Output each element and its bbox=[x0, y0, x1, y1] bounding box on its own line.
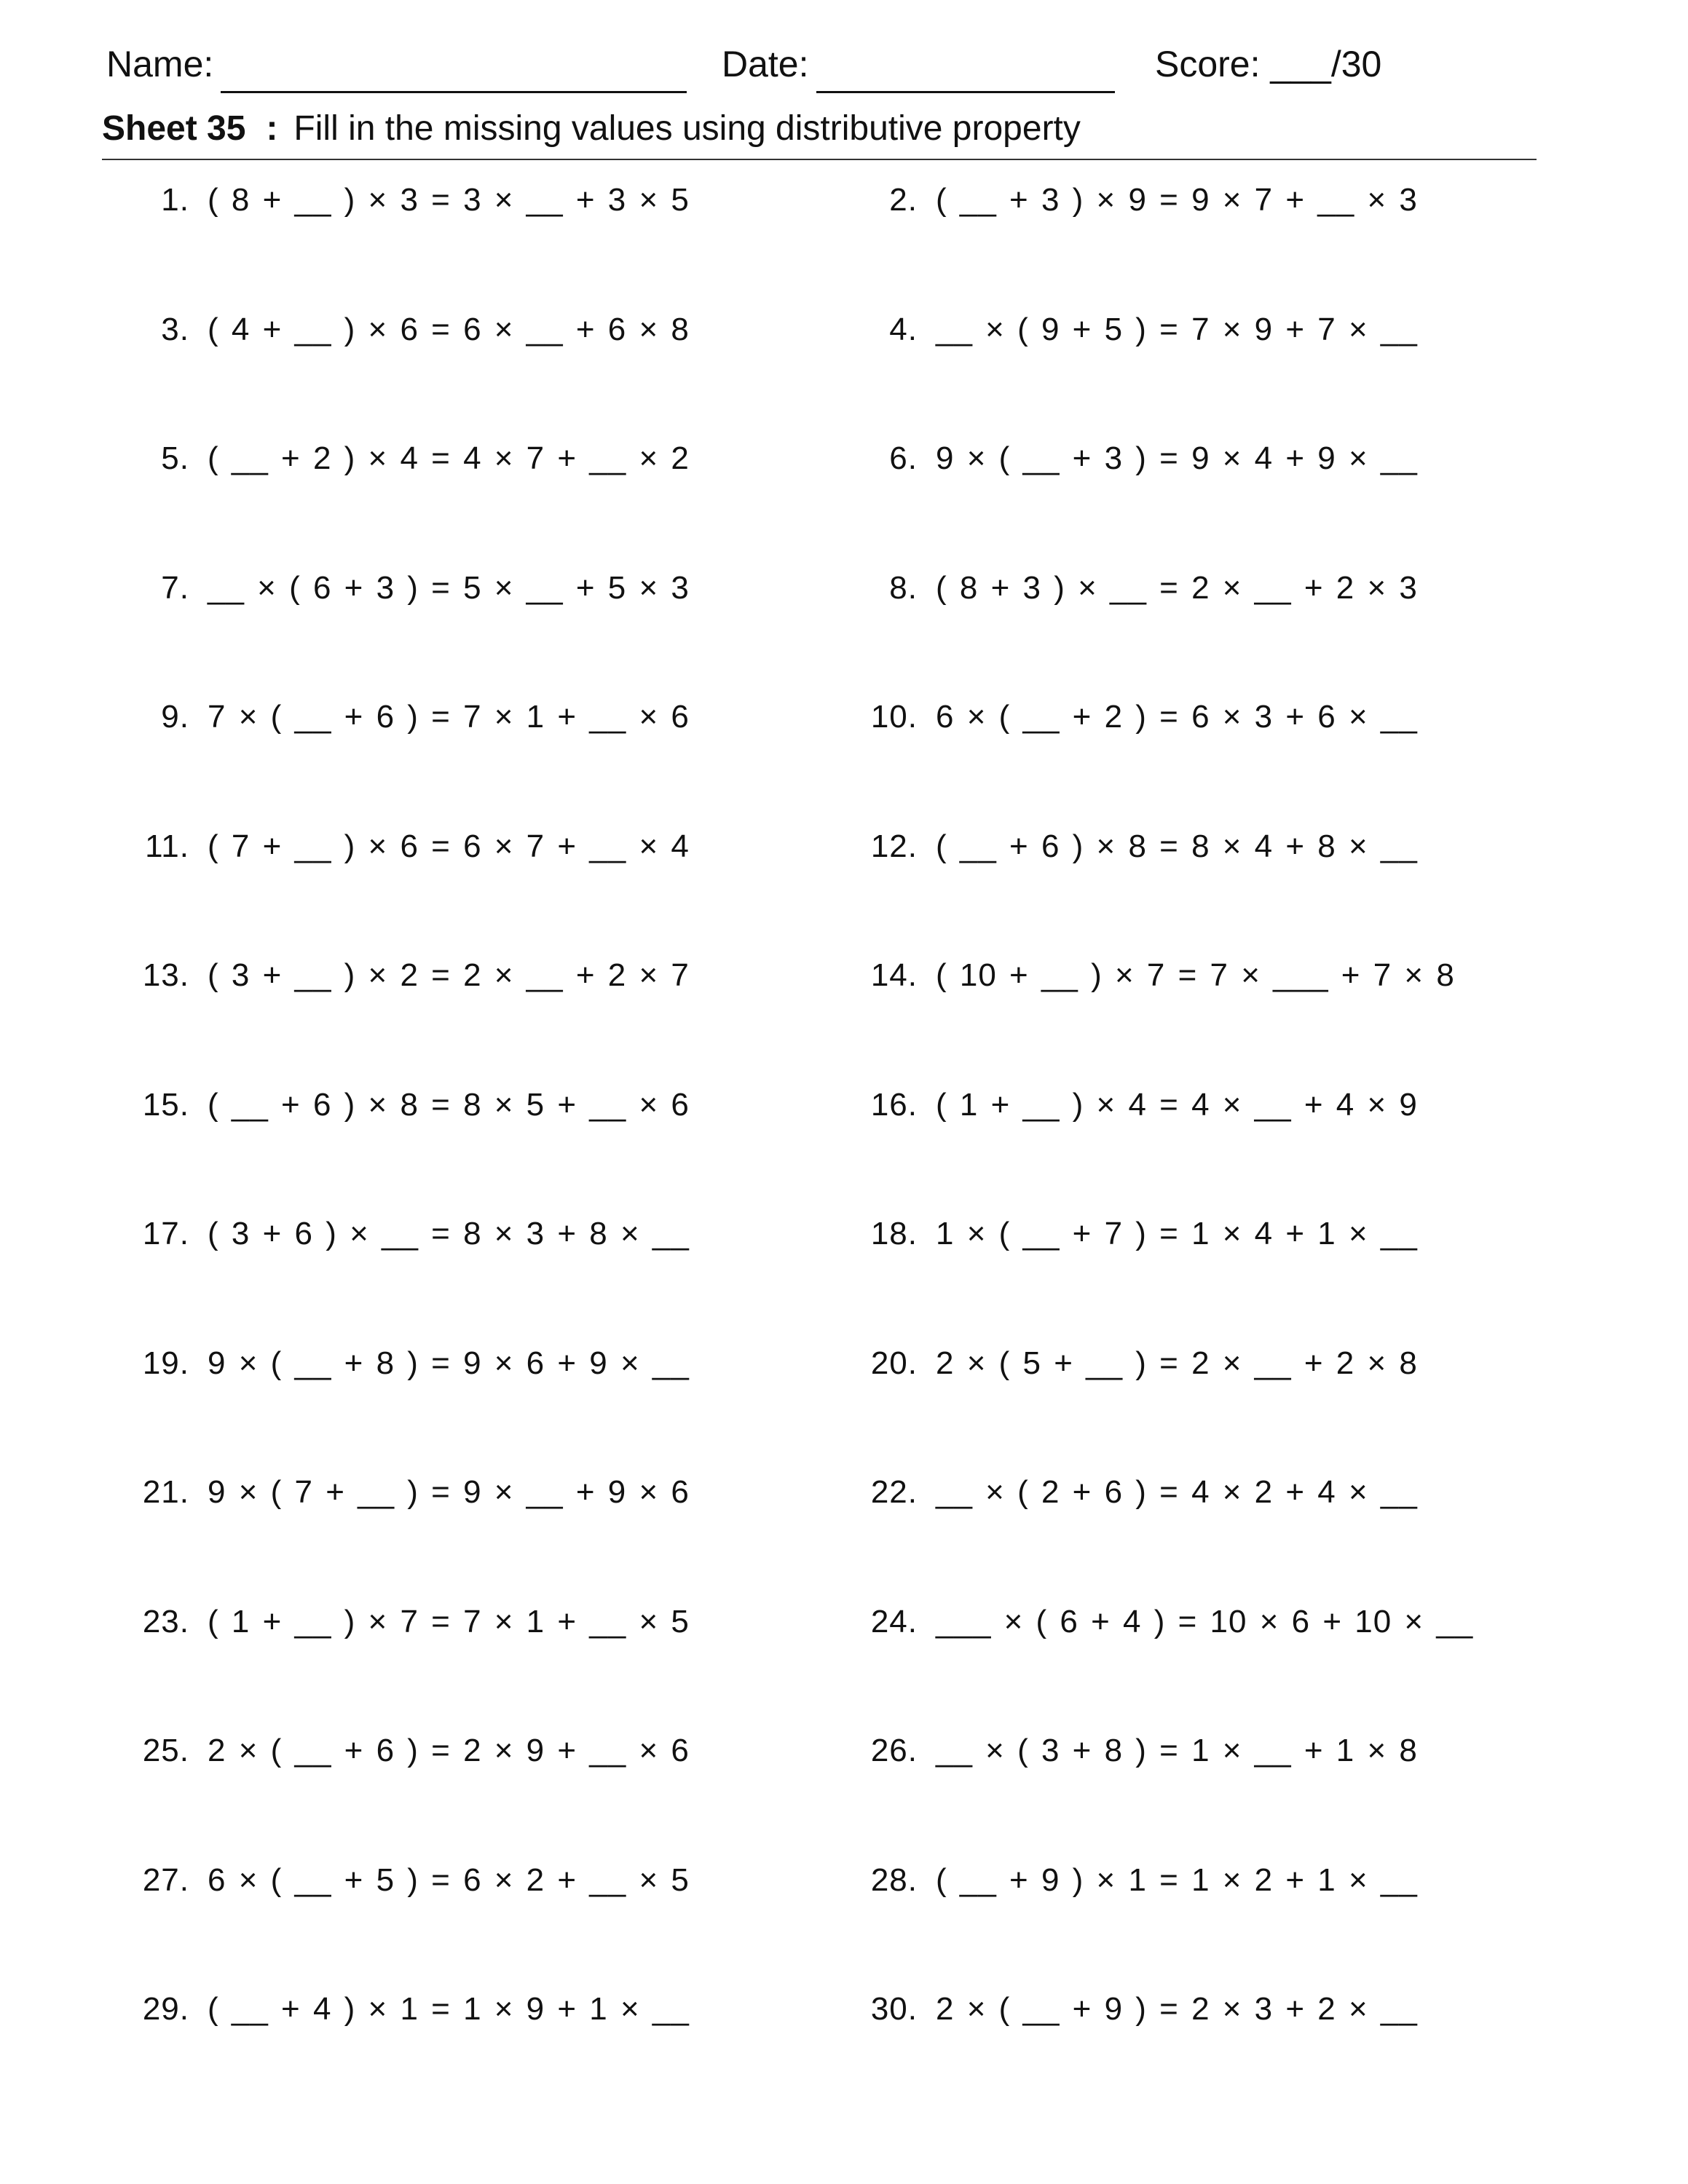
problem-item bbox=[852, 1080, 1551, 1131]
problem-expression[interactable]: 2 × ( __ + 6 ) = 2 × 9 + __ × 6 bbox=[208, 1733, 690, 1768]
problem-expression[interactable]: __ × ( 2 + 6 ) = 4 × 2 + 4 × __ bbox=[936, 1474, 1418, 1510]
problem-expression[interactable]: __ × ( 3 + 8 ) = 1 × __ + 1 × 8 bbox=[936, 1733, 1418, 1768]
problem-expression[interactable]: ( 4 + __ ) × 6 = 6 × __ + 6 × 8 bbox=[208, 311, 690, 347]
problem-expression[interactable]: 9 × ( 7 + __ ) = 9 × __ + 9 × 6 bbox=[208, 1474, 690, 1510]
problem-item bbox=[852, 1855, 1551, 1906]
problem-item bbox=[852, 1597, 1551, 1647]
problem-item bbox=[124, 1080, 823, 1131]
problem-item bbox=[124, 692, 823, 743]
problem-expression[interactable]: ( __ + 3 ) × 9 = 9 × 7 + __ × 3 bbox=[936, 182, 1418, 218]
problem-expression[interactable]: __ × ( 9 + 5 ) = 7 × 9 + 7 × __ bbox=[936, 311, 1418, 347]
problem-item bbox=[852, 821, 1551, 872]
problem-item bbox=[852, 950, 1551, 1001]
problem-item bbox=[852, 1467, 1551, 1518]
problem-item bbox=[124, 1208, 823, 1259]
problem-expression[interactable]: 2 × ( __ + 9 ) = 2 × 3 + 2 × __ bbox=[936, 1991, 1418, 2027]
problem-expression[interactable]: ( 7 + __ ) × 6 = 6 × 7 + __ × 4 bbox=[208, 828, 690, 864]
problem-expression[interactable]: ( __ + 6 ) × 8 = 8 × 4 + 8 × __ bbox=[936, 828, 1418, 864]
problem-number: 21. bbox=[142, 1474, 189, 1510]
problem-expression[interactable]: 7 × ( __ + 6 ) = 7 × 1 + __ × 6 bbox=[208, 699, 690, 735]
problem-item bbox=[124, 1338, 823, 1389]
problem-item bbox=[124, 433, 823, 484]
sheet-number: Sheet 35 bbox=[102, 109, 246, 148]
problem-number: 28. bbox=[870, 1861, 918, 1898]
name-label: Name: bbox=[106, 44, 214, 84]
problem-item bbox=[124, 1984, 823, 2035]
problem-expression[interactable]: 6 × ( __ + 2 ) = 6 × 3 + 6 × __ bbox=[936, 699, 1418, 735]
problem-number: 26. bbox=[870, 1733, 918, 1768]
problem-expression[interactable]: ( 10 + __ ) × 7 = 7 × ___ + 7 × 8 bbox=[936, 957, 1455, 993]
problem-number: 25. bbox=[142, 1733, 189, 1768]
problem-number: 14. bbox=[870, 957, 918, 993]
problem-item bbox=[124, 563, 823, 614]
score-label: Score: ___/30 bbox=[1155, 44, 1382, 84]
problem-expression[interactable]: ( 1 + __ ) × 7 = 7 × 1 + __ × 5 bbox=[208, 1603, 690, 1639]
problem-expression[interactable]: 1 × ( __ + 7 ) = 1 × 4 + 1 × __ bbox=[936, 1216, 1418, 1251]
problem-expression[interactable]: ( 1 + __ ) × 4 = 4 × __ + 4 × 9 bbox=[936, 1086, 1418, 1123]
problem-number: 15. bbox=[142, 1086, 189, 1123]
problem-item bbox=[124, 1597, 823, 1647]
problem-number: 2. bbox=[889, 182, 918, 218]
problem-number: 3. bbox=[161, 311, 189, 347]
problem-item bbox=[124, 1855, 823, 1906]
problem-number: 13. bbox=[142, 957, 189, 993]
problem-expression[interactable]: ( __ + 9 ) × 1 = 1 × 2 + 1 × __ bbox=[936, 1861, 1418, 1898]
problem-number: 22. bbox=[870, 1474, 918, 1510]
problem-number: 23. bbox=[142, 1603, 189, 1639]
problem-expression[interactable]: ( 3 + 6 ) × __ = 8 × 3 + 8 × __ bbox=[208, 1216, 690, 1251]
problem-item bbox=[124, 950, 823, 1001]
problem-number: 9. bbox=[161, 699, 189, 735]
problem-expression[interactable]: ( 3 + __ ) × 2 = 2 × __ + 2 × 7 bbox=[208, 957, 690, 993]
problem-item bbox=[124, 304, 823, 355]
problem-number: 12. bbox=[870, 828, 918, 864]
problem-expression[interactable]: ( 8 + __ ) × 3 = 3 × __ + 3 × 5 bbox=[208, 182, 690, 218]
problem-number: 8. bbox=[889, 569, 918, 606]
problem-item bbox=[852, 1984, 1551, 2035]
problem-expression[interactable]: ( __ + 4 ) × 1 = 1 × 9 + 1 × __ bbox=[208, 1991, 690, 2027]
problem-number: 10. bbox=[870, 699, 918, 735]
problem-item bbox=[852, 304, 1551, 355]
problem-expression[interactable]: ( __ + 6 ) × 8 = 8 × 5 + __ × 6 bbox=[208, 1086, 690, 1123]
problem-number: 30. bbox=[870, 1991, 918, 2027]
problem-expression[interactable]: 2 × ( 5 + __ ) = 2 × __ + 2 × 8 bbox=[936, 1345, 1418, 1381]
problem-item bbox=[852, 563, 1551, 614]
problem-item bbox=[124, 1725, 823, 1776]
problem-number: 18. bbox=[870, 1216, 918, 1251]
problem-number: 24. bbox=[870, 1603, 918, 1639]
problem-number: 6. bbox=[889, 440, 918, 476]
title-colon: : bbox=[266, 109, 278, 148]
instruction-text: Fill in the missing values using distributive property bbox=[293, 109, 1081, 148]
problem-expression[interactable]: __ × ( 6 + 3 ) = 5 × __ + 5 × 3 bbox=[208, 569, 690, 606]
problem-item bbox=[852, 1208, 1551, 1259]
problem-number: 20. bbox=[870, 1345, 918, 1381]
date-label: Date: bbox=[722, 44, 809, 84]
problem-number: 11. bbox=[145, 828, 189, 864]
problem-number: 19. bbox=[142, 1345, 189, 1381]
problem-item bbox=[124, 175, 823, 226]
problem-expression[interactable]: 6 × ( __ + 5 ) = 6 × 2 + __ × 5 bbox=[208, 1861, 690, 1898]
problem-number: 29. bbox=[142, 1991, 189, 2027]
problem-expression[interactable]: 9 × ( __ + 8 ) = 9 × 6 + 9 × __ bbox=[208, 1345, 690, 1381]
problem-expression[interactable]: ___ × ( 6 + 4 ) = 10 × 6 + 10 × __ bbox=[936, 1603, 1474, 1639]
problem-item bbox=[852, 433, 1551, 484]
problem-item bbox=[124, 821, 823, 872]
problem-number: 5. bbox=[161, 440, 189, 476]
problem-expression[interactable]: ( __ + 2 ) × 4 = 4 × 7 + __ × 2 bbox=[208, 440, 690, 476]
problem-expression[interactable]: 9 × ( __ + 3 ) = 9 × 4 + 9 × __ bbox=[936, 440, 1418, 476]
problem-item bbox=[852, 1725, 1551, 1776]
problem-item bbox=[852, 692, 1551, 743]
problem-expression[interactable]: ( 8 + 3 ) × __ = 2 × __ + 2 × 3 bbox=[936, 569, 1418, 606]
problem-item bbox=[124, 1467, 823, 1518]
problem-item bbox=[852, 175, 1551, 226]
problem-number: 27. bbox=[142, 1861, 189, 1898]
problem-number: 16. bbox=[870, 1086, 918, 1123]
problem-item bbox=[852, 1338, 1551, 1389]
problem-number: 4. bbox=[889, 311, 918, 347]
problem-number: 1. bbox=[161, 182, 189, 218]
problem-number: 7. bbox=[161, 569, 189, 606]
problem-number: 17. bbox=[142, 1216, 189, 1251]
